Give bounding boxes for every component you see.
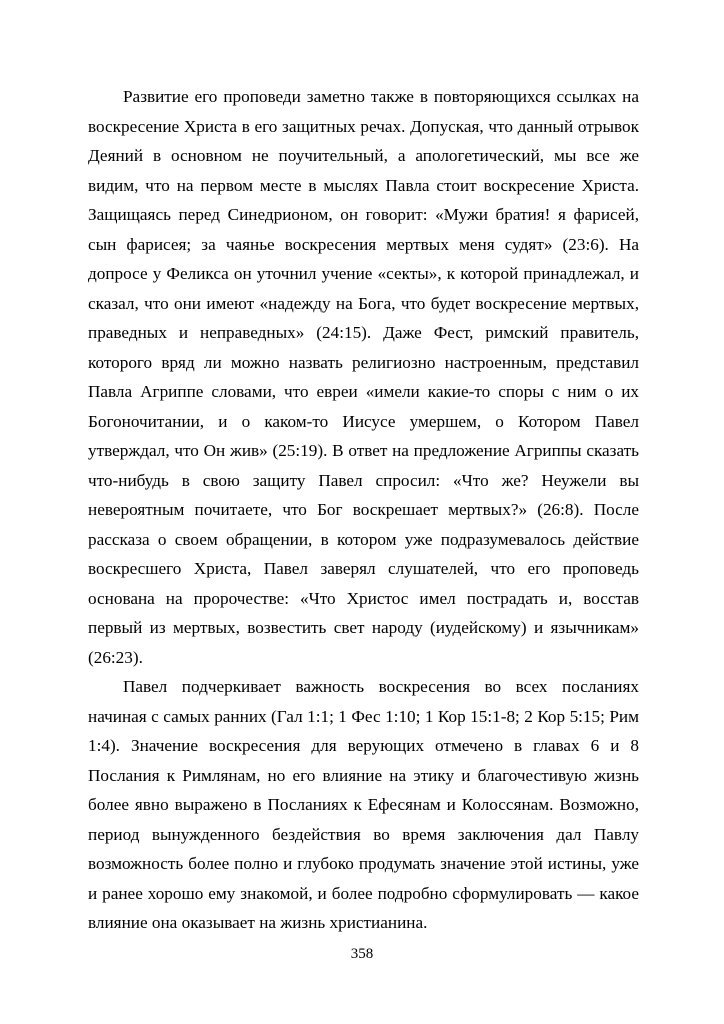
body-text [88, 82, 639, 938]
paragraph-1: Развитие его проповеди заметно также в повторяющихся ссылках на воскресение Христа в его защитных речах. Допуская, что данный отрывок Деяний в основном не поучительный, а апологетический, мы все же видим, что на первом месте в мыслях Павла стоит воскресение Христа. Защищаясь перед Синедрионом, он говорит: «Мужи братия! я фарисей, сын фарисея; за чаянье воскресения мертвых меня судят» (23:6). На допросе у Феликса он уточнил учение «секты», к которой принадлежал, и сказал, что они имеют «надежду на Бога, что будет воскресение мертвых, праведных и неправедных» (24:15). Даже Фест, римский правитель, которого вряд ли можно назвать религиозно настроенным, представил Павла Агриппе словами, что евреи «имели какие-то споры с ним о их Богоночитании, и о каком-то Иисусе умершем, о Котором Павел утверждал, что Он жив» (25:19). В ответ на предложение Агриппы сказать что-нибудь в свою защиту Павел спросил: «Что же? Неужели вы невероятным почитаете, что Бог воскрешает мертвых?» (26:8). После рассказа о своем обращении, в котором уже подразумевалось действие воскресшего Христа, Павел заверял слушателей, что его проповедь основана на пророчестве: «Что Христос имел пострадать и, восстав первый из мертвых, возвестить свет народу (иудейскому) и язычникам» (26:23). [88, 87, 639, 667]
page-number: 358 [350, 946, 374, 962]
paragraph-2: Павел подчеркивает важность воскресения во всех посланиях начиная с самых ранних (Гал 1:1; 1 Фес 1:10; 1 Кор 15:1-8; 2 Кор 5:15; Рим 1:4). Значение воскресения для верующих отмечено в главах 6 и 8 Послания к Римлянам, но его влияние на этику и благочестивую жизнь более явно выражено в Посланиях к Ефесянам и Колоссянам. Возможно, период вынужденного бездействия во время заключения дал Павлу возможность более полно и глубоко продумать значение этой истины, уже и ранее хорошо ему знакомой, и более подробно сформулировать — какое влияние она оказывает на жизнь христианина. [88, 677, 639, 932]
